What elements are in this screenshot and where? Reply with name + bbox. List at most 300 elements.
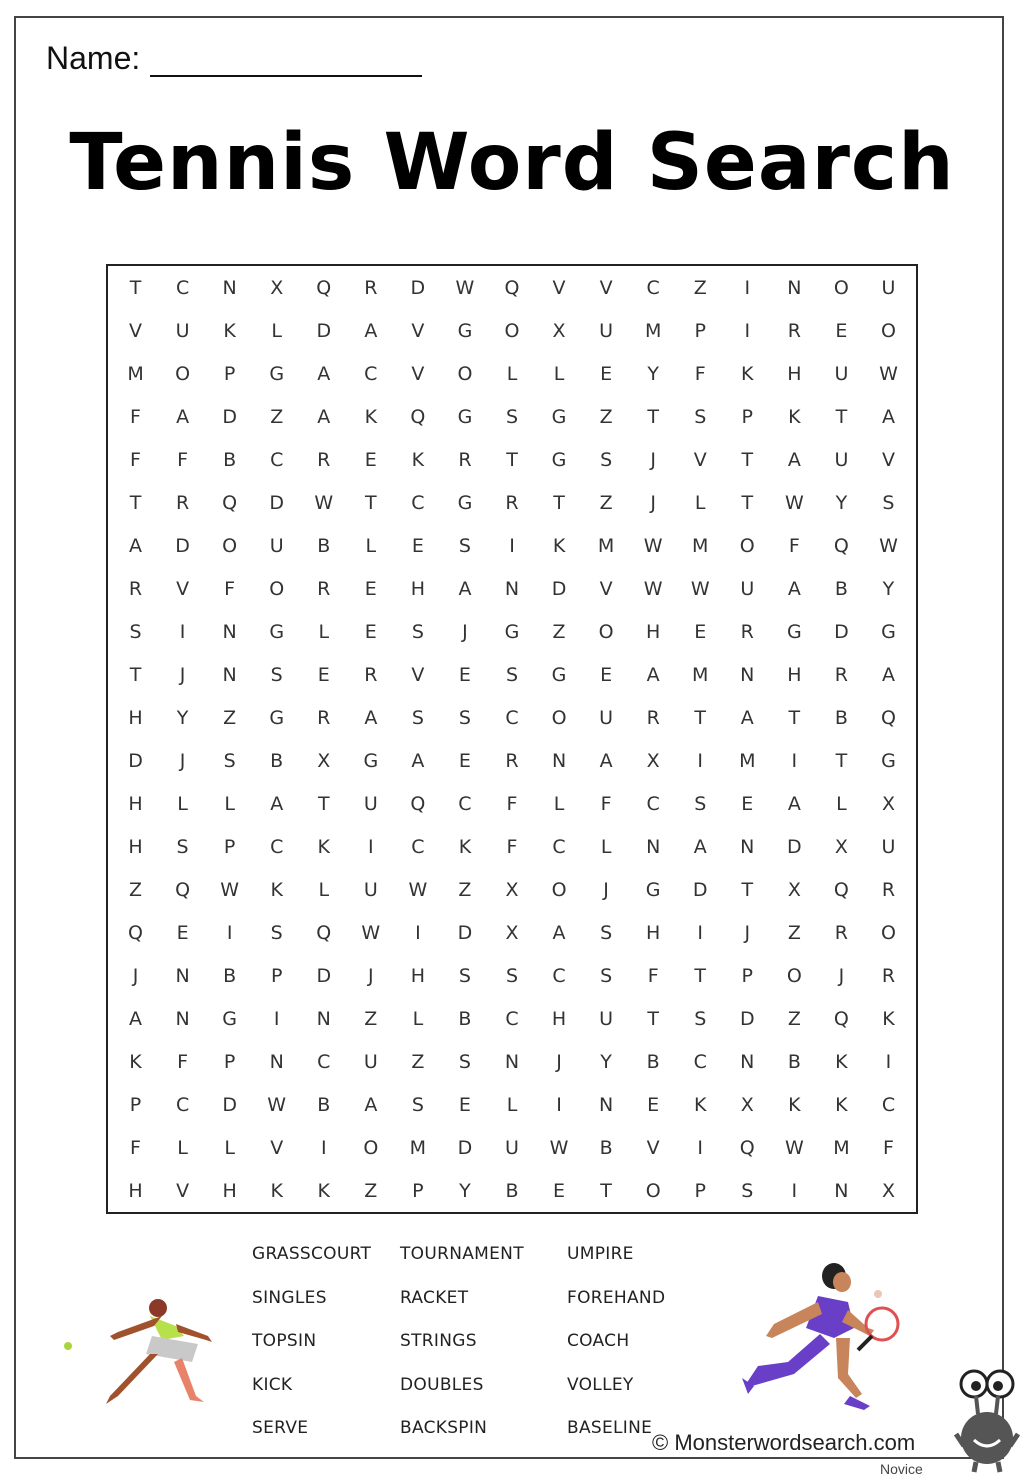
grid-letter: S: [600, 964, 613, 987]
tennis-player-right-illustration: [738, 1258, 908, 1414]
grid-letter: Z: [364, 1179, 378, 1202]
grid-letter: A: [270, 792, 284, 815]
grid-letter: L: [506, 362, 518, 385]
grid-letter: Q: [833, 1007, 849, 1030]
grid-letter: G: [269, 706, 285, 729]
grid-letter: B: [834, 577, 848, 600]
grid-letter: W: [549, 1136, 569, 1159]
grid-letter: Z: [693, 276, 707, 299]
grid-letter: R: [834, 921, 848, 944]
grid-letter: C: [270, 448, 284, 471]
grid-letter: S: [411, 620, 424, 643]
grid-letter: C: [505, 1007, 519, 1030]
grid-letter: R: [128, 577, 143, 600]
grid-letter: W: [220, 878, 240, 901]
grid-letter: E: [411, 534, 424, 557]
grid-letter: E: [458, 663, 471, 686]
word-list-column-2: [400, 1244, 524, 1462]
grid-letter: X: [270, 276, 284, 299]
grid-letter: A: [881, 405, 895, 428]
grid-letter: N: [599, 1093, 614, 1116]
grid-letter: C: [270, 835, 284, 858]
grid-letter: G: [222, 1007, 237, 1030]
grid-letter: E: [176, 921, 189, 944]
grid-letter: S: [694, 1007, 707, 1030]
grid-letter: L: [177, 1136, 188, 1159]
grid-letter: G: [269, 620, 285, 643]
grid-letter: G: [457, 319, 473, 342]
word-search-grid: [106, 264, 918, 1214]
grid-letter: K: [317, 1179, 330, 1202]
grid-letter: E: [600, 362, 613, 385]
grid-letter: Y: [600, 1050, 612, 1073]
grid-letter: L: [553, 792, 565, 815]
grid-letter: C: [881, 1093, 896, 1116]
grid-letter: A: [364, 706, 378, 729]
grid-letter: U: [881, 276, 896, 299]
grid-letter: U: [175, 319, 190, 342]
grid-letter: G: [551, 448, 567, 471]
grid-letter: M: [833, 1136, 850, 1159]
grid-letter: T: [741, 878, 754, 901]
grid-letter: P: [694, 1179, 706, 1202]
grid-letter: S: [458, 534, 471, 557]
grid-letter: N: [740, 1050, 755, 1073]
grid-letter: I: [697, 1136, 704, 1159]
grid-letter: A: [693, 835, 707, 858]
grid-letter: T: [788, 706, 801, 729]
grid-letter: A: [740, 706, 754, 729]
grid-letter: N: [222, 276, 237, 299]
grid-letter: I: [744, 319, 751, 342]
grid-letter: B: [599, 1136, 613, 1159]
grid-letter: W: [879, 362, 898, 385]
grid-letter: I: [273, 1007, 280, 1030]
grid-letter: P: [223, 835, 236, 858]
grid-letter: S: [458, 1050, 471, 1073]
grid-letter: U: [363, 1050, 378, 1073]
grid-letter: I: [744, 276, 751, 299]
grid-letter: P: [741, 405, 754, 428]
grid-letter: E: [741, 792, 754, 815]
grid-letter: I: [791, 1179, 798, 1202]
grid-letter: O: [880, 319, 896, 342]
grid-letter: K: [364, 405, 378, 428]
grid-letter: R: [505, 491, 519, 514]
grid-letter: E: [600, 663, 613, 686]
grid-letter: E: [458, 749, 471, 772]
grid-letter: H: [128, 1179, 143, 1202]
word-list-item: KICK: [252, 1374, 293, 1395]
grid-letter: H: [222, 1179, 237, 1202]
grid-letter: L: [553, 362, 565, 385]
grid-letter: W: [879, 534, 898, 557]
grid-letter: H: [410, 577, 426, 600]
grid-letter: R: [740, 620, 754, 643]
grid-letter: Q: [410, 405, 426, 428]
grid-letter: P: [223, 362, 236, 385]
grid-letter: D: [128, 749, 143, 772]
grid-letter: R: [458, 448, 472, 471]
grid-letter: A: [458, 577, 472, 600]
grid-letter: M: [692, 663, 709, 686]
grid-letter: D: [269, 491, 285, 514]
grid-letter: N: [740, 663, 755, 686]
grid-letter: E: [553, 1179, 566, 1202]
word-list: [252, 1244, 692, 1454]
grid-letter: R: [787, 319, 801, 342]
grid-letter: V: [599, 276, 613, 299]
grid-letter: Q: [880, 706, 896, 729]
grid-letter: K: [223, 319, 236, 342]
grid-letter: F: [130, 1136, 141, 1159]
grid-letter: H: [128, 706, 143, 729]
grid-letter: S: [505, 663, 519, 686]
grid-letter: O: [551, 878, 567, 901]
grid-letter: K: [788, 405, 801, 428]
grid-letter: L: [177, 792, 188, 815]
grid-letter: A: [129, 534, 143, 557]
grid-letter: U: [363, 878, 378, 901]
grid-letter: N: [551, 749, 567, 772]
grid-letter: R: [317, 448, 331, 471]
grid-letter: X: [552, 319, 566, 342]
grid-letter: Z: [599, 405, 613, 428]
grid-letter: D: [222, 405, 237, 428]
grid-letter: R: [364, 663, 378, 686]
grid-letter: U: [599, 706, 614, 729]
grid-letter: Q: [222, 491, 238, 514]
grid-letter: Q: [410, 792, 426, 815]
grid-letter: C: [693, 1050, 707, 1073]
grid-letter: C: [411, 491, 425, 514]
grid-letter: K: [552, 534, 566, 557]
grid-letter: J: [650, 491, 656, 514]
grid-letter: R: [317, 706, 331, 729]
grid-letter: A: [317, 362, 331, 385]
word-list-item: VOLLEY: [567, 1374, 634, 1395]
grid-letter: O: [739, 534, 755, 557]
grid-letter: Z: [552, 620, 566, 643]
grid-letter: O: [269, 577, 285, 600]
grid-letter: A: [317, 405, 331, 428]
grid-letter: K: [835, 1050, 848, 1073]
grid-letter: W: [361, 921, 381, 944]
grid-letter: V: [129, 319, 143, 342]
grid-letter: C: [646, 792, 660, 815]
grid-letter: D: [787, 835, 802, 858]
grid-letter: S: [411, 706, 424, 729]
grid-letter: I: [791, 749, 798, 772]
grid-letter: X: [740, 1093, 754, 1116]
name-field-line[interactable]: [150, 41, 422, 77]
grid-letter: K: [458, 835, 472, 858]
grid-letter: O: [880, 921, 896, 944]
grid-letter: E: [364, 577, 377, 600]
grid-letter: I: [509, 534, 515, 557]
grid-letter: Q: [833, 534, 849, 557]
copyright-credit: © Monsterwordsearch.com: [652, 1430, 916, 1455]
grid-letter: F: [694, 362, 706, 385]
grid-letter: V: [599, 577, 613, 600]
grid-letter: Z: [411, 1050, 425, 1073]
grid-letter: E: [317, 663, 330, 686]
grid-letter: I: [697, 921, 704, 944]
grid-letter: S: [600, 921, 613, 944]
grid-letter: L: [318, 620, 330, 643]
grid-letter: T: [647, 405, 659, 428]
grid-letter: N: [175, 964, 190, 987]
grid-letter: O: [645, 1179, 661, 1202]
grid-letter: Y: [882, 577, 895, 600]
grid-letter: R: [881, 964, 896, 987]
grid-letter: W: [690, 577, 710, 600]
grid-letter: B: [646, 1050, 660, 1073]
grid-letter: G: [786, 620, 802, 643]
grid-letter: Y: [647, 362, 659, 385]
grid-letter: O: [363, 1136, 379, 1159]
word-list-item: FOREHAND: [567, 1287, 666, 1308]
page-title: Tennis Word Search: [69, 118, 955, 208]
grid-letter: J: [368, 964, 374, 987]
grid-letter: A: [364, 319, 378, 342]
grid-letter: A: [646, 663, 660, 686]
grid-letter: Z: [270, 405, 284, 428]
grid-letter: Z: [129, 878, 143, 901]
grid-letter: O: [457, 362, 473, 385]
grid-letter: O: [504, 319, 520, 342]
grid-letter: R: [881, 878, 896, 901]
grid-letter: H: [787, 663, 802, 686]
grid-letter: U: [363, 792, 378, 815]
grid-letter: L: [365, 534, 377, 557]
grid-letter: Z: [223, 706, 237, 729]
grid-letter: X: [505, 878, 519, 901]
grid-letter: B: [787, 1050, 801, 1073]
grid-letter: K: [270, 878, 283, 901]
grid-letter: E: [458, 1093, 471, 1116]
grid-letter: T: [600, 1179, 612, 1202]
grid-letter: I: [179, 620, 186, 643]
grid-letter: X: [646, 749, 660, 772]
grid-letter: N: [504, 577, 520, 600]
grid-letter: X: [834, 835, 848, 858]
grid-letter: P: [694, 319, 706, 342]
grid-letter: Q: [833, 878, 849, 901]
grid-letter: R: [834, 663, 848, 686]
grid-letter: B: [223, 448, 237, 471]
grid-letter: S: [505, 405, 519, 428]
grid-letter: E: [835, 319, 848, 342]
grid-letter: J: [744, 921, 751, 944]
grid-letter: S: [882, 491, 895, 514]
grid-letter: C: [317, 1050, 331, 1073]
grid-letter: N: [175, 1007, 190, 1030]
grid-letter: N: [316, 1007, 331, 1030]
grid-letter: N: [222, 663, 237, 686]
grid-letter: M: [644, 319, 662, 342]
grid-letter: S: [694, 405, 707, 428]
grid-letter: J: [179, 663, 186, 686]
grid-letter: T: [694, 964, 707, 987]
grid-letter: H: [646, 921, 661, 944]
grid-letter: C: [175, 276, 190, 299]
grid-letter: P: [412, 1179, 424, 1202]
grid-letter: Z: [787, 921, 801, 944]
grid-letter: V: [176, 577, 190, 600]
grid-letter: P: [270, 964, 283, 987]
grid-letter: D: [457, 1136, 473, 1159]
grid-letter: A: [787, 448, 801, 471]
grid-letter: L: [318, 878, 330, 901]
word-list-item: BACKSPIN: [400, 1418, 488, 1439]
grid-letter: F: [506, 792, 518, 815]
grid-letter: E: [364, 448, 377, 471]
word-list-column-1: [252, 1244, 371, 1462]
word-list-item: RACKET: [400, 1287, 469, 1308]
grid-letter: O: [833, 276, 849, 299]
grid-letter: E: [647, 1093, 660, 1116]
grid-letter: D: [175, 534, 190, 557]
word-list-item: COACH: [567, 1331, 630, 1352]
grid-letter: S: [694, 792, 707, 815]
grid-letter: V: [176, 1179, 190, 1202]
grid-letter: S: [741, 1179, 754, 1202]
grid-letter: M: [692, 534, 709, 557]
grid-letter: Z: [599, 491, 613, 514]
grid-letter: V: [693, 448, 707, 471]
difficulty-level: Novice: [880, 1461, 923, 1477]
grid-letter: W: [643, 534, 663, 557]
grid-letter: P: [741, 964, 754, 987]
grid-letter: Q: [739, 1136, 755, 1159]
grid-letter: J: [462, 620, 468, 643]
grid-letter: L: [694, 491, 706, 514]
grid-letter: J: [179, 749, 186, 772]
grid-letter: D: [316, 964, 332, 987]
grid-letter: U: [740, 577, 755, 600]
grid-letter: F: [600, 792, 612, 815]
grid-letter: Y: [176, 706, 189, 729]
grid-letter: W: [643, 577, 663, 600]
name-label: Name:: [46, 40, 141, 76]
grid-letter: S: [270, 663, 283, 686]
grid-letter: D: [551, 577, 567, 600]
grid-letter: B: [834, 706, 848, 729]
grid-letter: W: [784, 1136, 804, 1159]
tennis-ball-icon: [64, 1342, 72, 1350]
grid-letter: J: [603, 878, 609, 901]
word-list-item: TOURNAMENT: [400, 1244, 524, 1264]
word-list-column-3: [567, 1244, 665, 1462]
grid-letter: C: [552, 835, 566, 858]
word-list-item: TOPSIN: [252, 1331, 317, 1352]
grid-letter: T: [553, 491, 565, 514]
grid-letter: T: [129, 276, 142, 299]
grid-letter: V: [270, 1136, 284, 1159]
grid-letter: J: [132, 964, 139, 987]
grid-letter: K: [835, 1093, 848, 1116]
grid-letter: U: [269, 534, 284, 557]
grid-letter: I: [415, 921, 421, 944]
grid-letter: E: [364, 620, 377, 643]
grid-letter: T: [741, 448, 754, 471]
grid-letter: T: [506, 448, 518, 471]
grid-letter: L: [506, 1093, 518, 1116]
grid-letter: S: [270, 921, 283, 944]
grid-letter: B: [270, 749, 284, 772]
grid-letter: H: [551, 1007, 567, 1030]
grid-letter: O: [175, 362, 191, 385]
grid-letter: S: [223, 749, 236, 772]
grid-letter: Z: [458, 878, 472, 901]
grid-letter: T: [365, 491, 377, 514]
grid-letter: T: [741, 491, 754, 514]
grid-letter: D: [457, 921, 473, 944]
grid-letter: T: [129, 663, 142, 686]
grid-letter: G: [363, 749, 379, 772]
grid-letter: J: [838, 964, 845, 987]
grid-letter: X: [881, 1179, 895, 1202]
grid-letter: G: [645, 878, 661, 901]
grid-letter: J: [650, 448, 656, 471]
grid-letter: O: [786, 964, 802, 987]
grid-letter: H: [128, 835, 143, 858]
grid-letter: T: [835, 749, 848, 772]
grid-letter: D: [316, 319, 332, 342]
grid-letter: W: [267, 1093, 287, 1116]
grid-letter: S: [411, 1093, 424, 1116]
grid-letter: L: [600, 835, 612, 858]
grid-letter: M: [409, 1136, 427, 1159]
grid-letter: V: [552, 276, 566, 299]
grid-letter: F: [224, 577, 236, 600]
grid-letter: C: [364, 362, 378, 385]
grid-letter: H: [410, 964, 426, 987]
grid-letter: B: [505, 1179, 519, 1202]
grid-letter: U: [834, 362, 849, 385]
grid-letter: L: [836, 792, 847, 815]
grid-letter: U: [599, 1007, 614, 1030]
grid-letter: O: [551, 706, 567, 729]
grid-letter: A: [176, 405, 190, 428]
grid-letter: N: [740, 835, 755, 858]
word-list-item: DOUBLES: [400, 1374, 484, 1395]
grid-letter: S: [129, 620, 142, 643]
grid-letter: M: [597, 534, 615, 557]
grid-letter: V: [411, 362, 425, 385]
grid-letter: A: [552, 921, 566, 944]
grid-letter: K: [741, 362, 754, 385]
grid-letter: V: [881, 448, 895, 471]
grid-letter: B: [223, 964, 237, 987]
grid-letter: U: [505, 1136, 519, 1159]
grid-letter: G: [551, 405, 567, 428]
grid-letter: N: [646, 835, 661, 858]
grid-letter: C: [552, 964, 566, 987]
grid-letter: N: [504, 1050, 520, 1073]
grid-letter: R: [317, 577, 331, 600]
grid-letter: F: [177, 448, 189, 471]
grid-letter: L: [412, 1007, 424, 1030]
grid-letter: U: [881, 835, 896, 858]
grid-letter: C: [411, 835, 425, 858]
word-list-item: SINGLES: [252, 1287, 327, 1308]
grid-letter: I: [697, 749, 704, 772]
grid-letter: K: [317, 835, 330, 858]
grid-letter: I: [320, 1136, 327, 1159]
grid-letter: Z: [787, 1007, 801, 1030]
